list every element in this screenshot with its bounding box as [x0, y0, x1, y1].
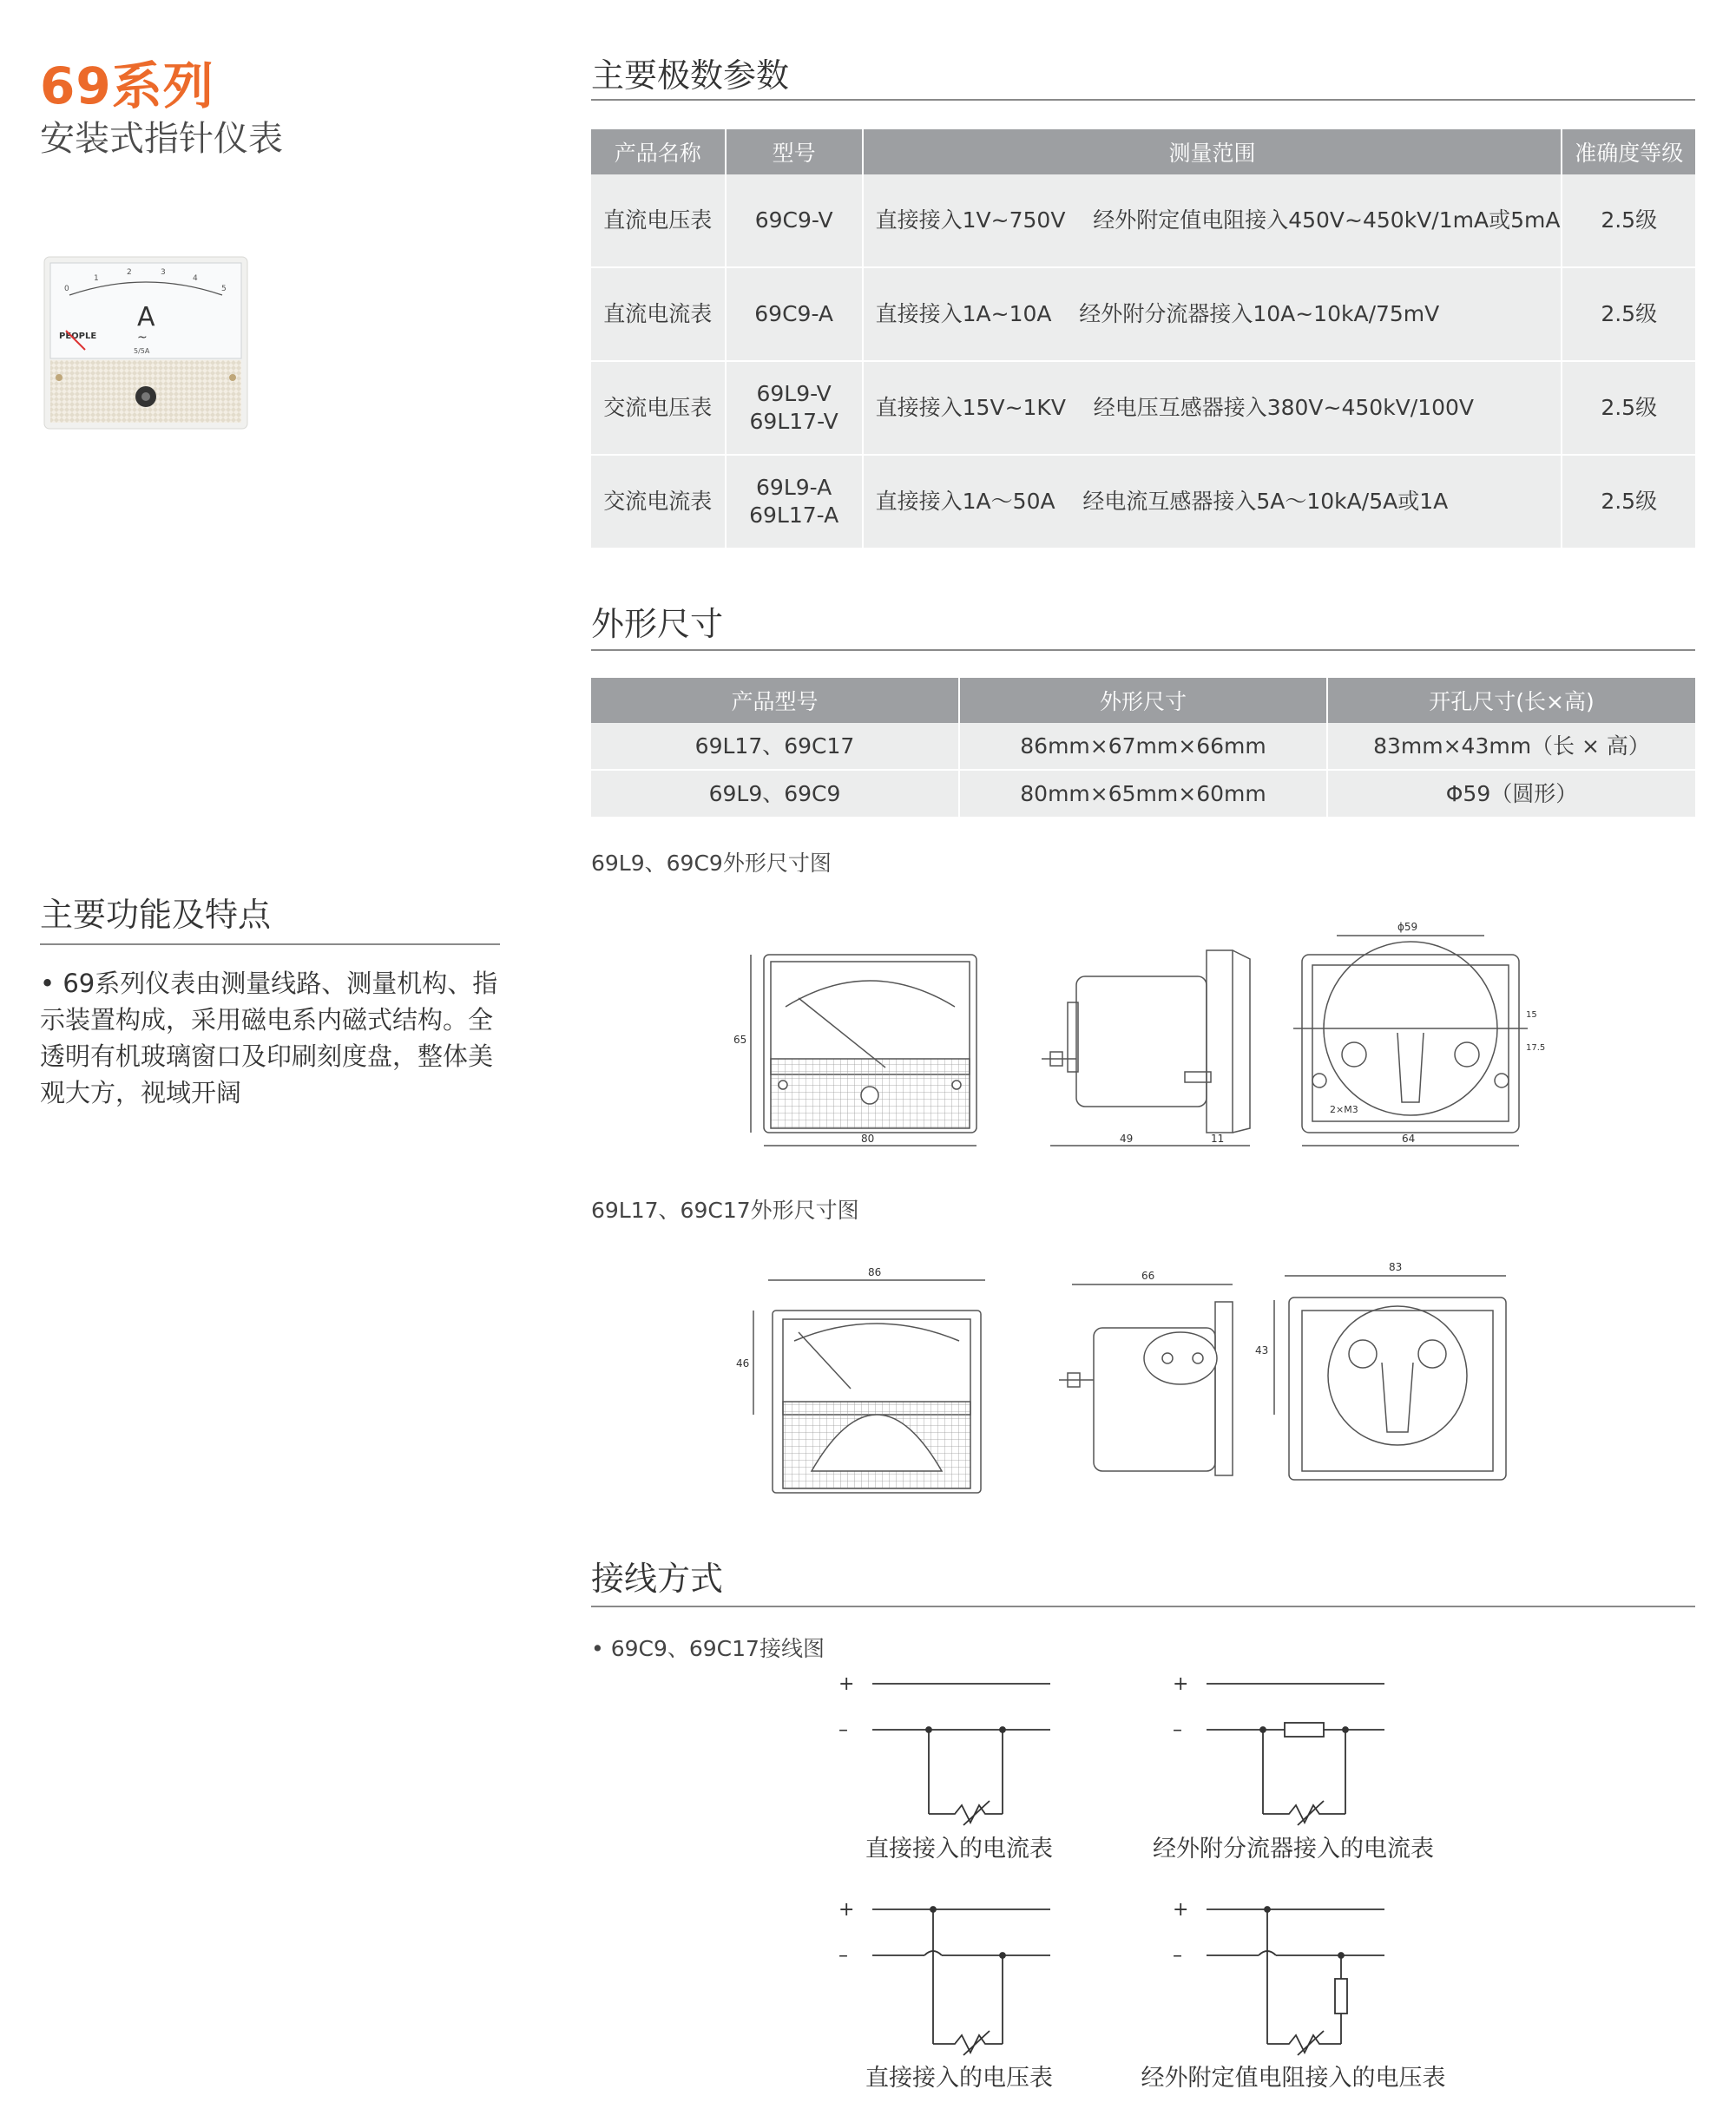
brand-label: PEOPLE — [59, 332, 97, 341]
model-cell: 69L9-A 69L17-A — [726, 455, 863, 549]
params-heading: 主要极数参数 — [591, 56, 790, 95]
wiring-caption-1: 直接接入的电流表 — [865, 1836, 1053, 1862]
model-cell: 69L17、69C17 — [591, 723, 959, 770]
plus-label: + — [1173, 1899, 1189, 1921]
dim-spacing-label: 64 — [1402, 1133, 1416, 1145]
table-header-row — [591, 678, 1695, 723]
table-row — [591, 361, 1695, 455]
model-cell: 69L9、69C9 — [591, 770, 959, 818]
minus-label: – — [838, 1945, 848, 1967]
column-header: 准确度等级 — [1562, 129, 1695, 174]
model-cell: 69L9-V 69L17-V — [726, 361, 863, 455]
range-cell: 直接接入1A~10A 经外附分流器接入10A~10kA/75mV — [863, 267, 1562, 361]
dim-flange-label: 11 — [1211, 1133, 1225, 1145]
cutout-cell: 83mm×43mm（长 × 高） — [1327, 723, 1695, 770]
drawing-69l9-69c9 — [729, 911, 1546, 1163]
drawing2-caption: 69L17、69C17外形尺寸图 — [591, 1198, 859, 1223]
scale-mark-1: 1 — [94, 274, 99, 283]
dim-depth-label: 49 — [1120, 1133, 1134, 1145]
plus-label: + — [1173, 1673, 1189, 1695]
rating-label: 5/5A — [134, 347, 150, 355]
features-text: • 69系列仪表由测量线路、测量机构、指示装置构成，采用磁电系内磁式结构。全透明有机玻璃窗口及印刷刻度盘，整体美观大方，视域开阔 — [40, 969, 498, 1107]
table-row — [591, 267, 1695, 361]
minus-label: – — [1173, 1719, 1182, 1741]
column-header: 产品型号 — [591, 678, 959, 723]
table-header-row — [591, 129, 1695, 174]
table-row — [591, 723, 1695, 770]
dim-height-label: 46 — [736, 1357, 750, 1370]
product-name-cell: 直流电流表 — [591, 267, 726, 361]
wiring-caption-2: 经外附分流器接入的电流表 — [1153, 1836, 1434, 1862]
model-cell: 69C9-V — [726, 174, 863, 267]
wiring-diagram-direct-voltmeter — [833, 1896, 1068, 2057]
range-cell: 直接接入15V~1KV 经电压互感器接入380V~450kV/100V — [863, 361, 1562, 455]
series-subtitle: 安装式指针仪表 — [40, 119, 283, 159]
grade-cell: 2.5级 — [1562, 361, 1695, 455]
svg-text:~: ~ — [137, 331, 148, 345]
series-title: 69系列 — [40, 56, 214, 115]
product-name-cell: 直流电压表 — [591, 174, 726, 267]
grade-cell: 2.5级 — [1562, 455, 1695, 549]
wiring-caption-3: 直接接入的电压表 — [865, 2065, 1053, 2092]
column-header: 开孔尺寸(长×高) — [1327, 678, 1695, 723]
range-cell: 直接接入1V~750V 经外附定值电阻接入450V~450kV/1mA或5mA — [863, 174, 1562, 267]
scale-mark-0: 0 — [64, 285, 69, 293]
dimensions-table — [591, 678, 1695, 818]
wiring-caption-4: 经外附定值电阻接入的电压表 — [1141, 2065, 1446, 2092]
product-name-cell: 交流电压表 — [591, 361, 726, 455]
dim-height-label: 65 — [733, 1034, 747, 1046]
params-table — [591, 129, 1695, 549]
column-header: 测量范围 — [863, 129, 1562, 174]
dim-hole-label: ϕ59 — [1397, 921, 1418, 933]
wiring-subheading: • 69C9、69C17接线图 — [591, 1636, 825, 1661]
minus-label: – — [1173, 1945, 1182, 1967]
dim-b-label: 17.5 — [1526, 1043, 1546, 1053]
features-heading: 主要功能及特点 — [40, 896, 272, 934]
dim-cutout-height-label: 43 — [1255, 1344, 1269, 1357]
scale-mark-5: 5 — [221, 285, 227, 293]
dimensions-divider — [591, 649, 1695, 651]
dim-width-label: 86 — [868, 1266, 882, 1278]
meter-product-photo — [43, 256, 248, 430]
product-name-cell: 交流电流表 — [591, 455, 726, 549]
unit-label: A — [137, 302, 155, 332]
drawing1-caption: 69L9、69C9外形尺寸图 — [591, 851, 832, 876]
scale-mark-4: 4 — [193, 274, 198, 283]
wiring-heading: 接线方式 — [591, 1560, 724, 1598]
wiring-divider — [591, 1606, 1695, 1607]
dim-screw-label: 2×M3 — [1330, 1104, 1358, 1115]
table-row — [591, 174, 1695, 267]
scale-mark-3: 3 — [161, 268, 166, 277]
dim-width-label: 80 — [861, 1133, 875, 1145]
scale-mark-2: 2 — [127, 268, 132, 277]
range-cell: 直接接入1A～50A 经电流互感器接入5A～10kA/5A或1A — [863, 455, 1562, 549]
cutout-cell: Φ59（圆形） — [1327, 770, 1695, 818]
params-divider — [591, 99, 1695, 101]
column-header: 外形尺寸 — [959, 678, 1327, 723]
model-cell: 69C9-A — [726, 267, 863, 361]
plus-label: + — [838, 1673, 855, 1695]
plus-label: + — [838, 1899, 855, 1921]
size-cell: 86mm×67mm×66mm — [959, 723, 1327, 770]
grade-cell: 2.5级 — [1562, 174, 1695, 267]
minus-label: – — [838, 1719, 848, 1741]
dim-depth-label: 66 — [1141, 1270, 1155, 1282]
dimensions-heading: 外形尺寸 — [591, 605, 724, 643]
size-cell: 80mm×65mm×60mm — [959, 770, 1327, 818]
table-row — [591, 770, 1695, 818]
dim-a-label: 15 — [1526, 1010, 1537, 1020]
drawing-69l17-69c17 — [729, 1258, 1528, 1493]
wiring-diagram-direct-ammeter — [833, 1671, 1068, 1827]
wiring-diagram-resistor-voltmeter — [1167, 1896, 1402, 2057]
features-divider — [40, 943, 500, 945]
column-header: 产品名称 — [591, 129, 726, 174]
grade-cell: 2.5级 — [1562, 267, 1695, 361]
wiring-diagram-shunt-ammeter — [1167, 1671, 1402, 1827]
table-row — [591, 455, 1695, 549]
dim-cutout-width-label: 83 — [1389, 1261, 1403, 1273]
column-header: 型号 — [726, 129, 863, 174]
